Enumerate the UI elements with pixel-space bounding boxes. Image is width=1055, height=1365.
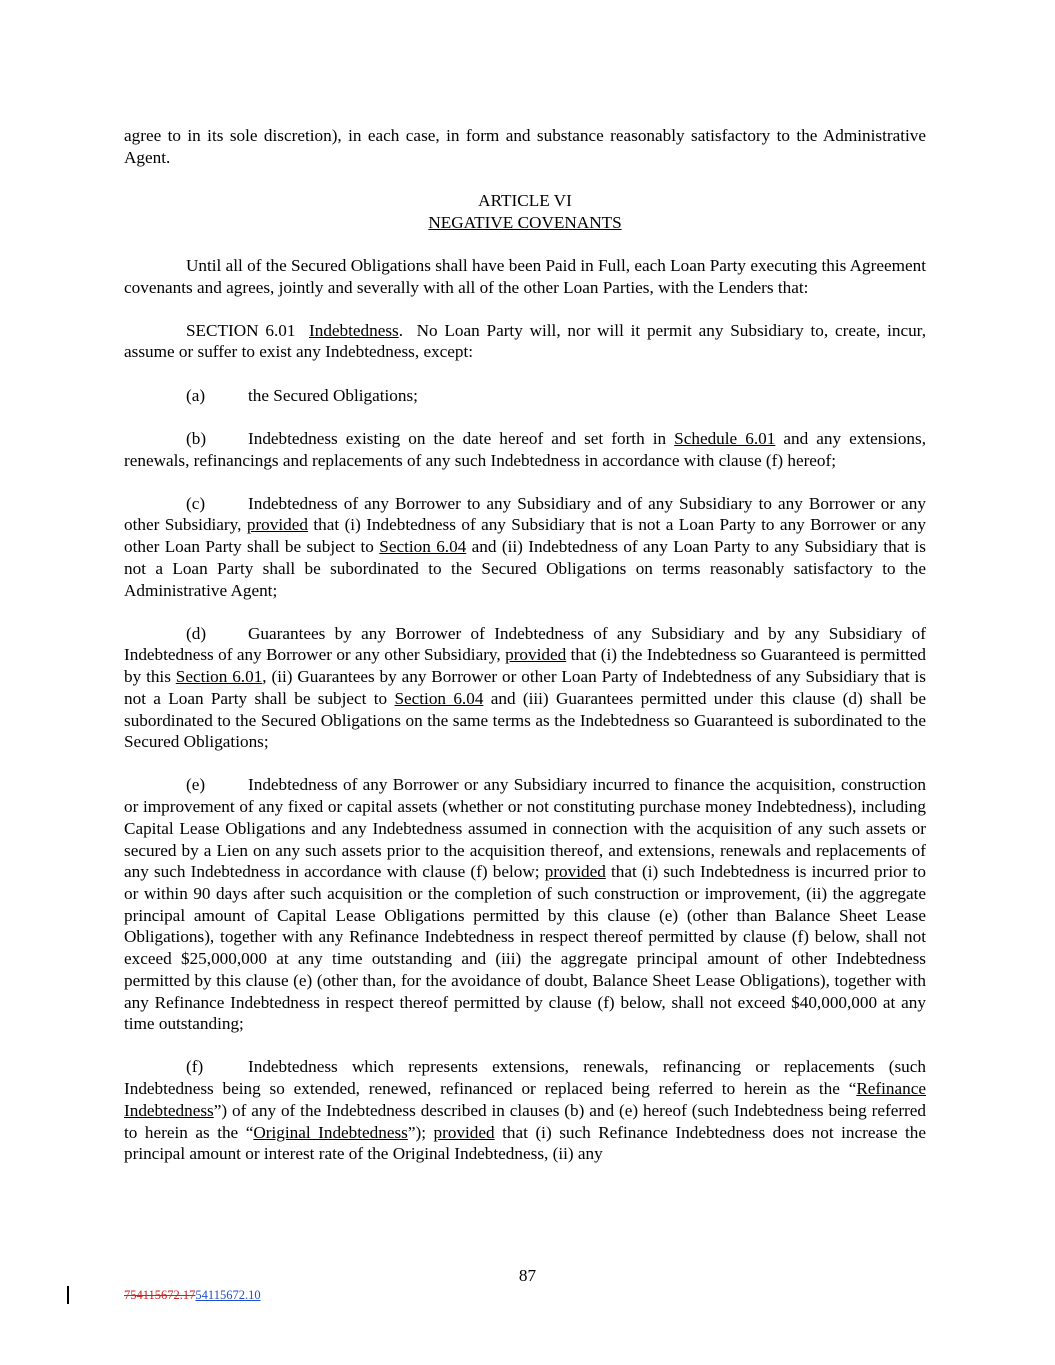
- refinance-indebtedness-term: Refinance Indebtedness: [124, 1079, 926, 1120]
- clause-f: (f) Indebtedness which represents extensions, renewals, refinancing or replacements (such Indebtedness being so extended, renewed, refinanced or replaced being referred to herein as the “Refinance Indebtedness”) of any of the Indebtedness described in clauses (b) and (e) hereof (such Indebtedness being referred to herein as the “Original Indebtedness”); provided that (i) such Refinance Indebtedness does not increase the principal amount or interest rate of the Original Indebtedness, (ii) any: [124, 1057, 926, 1164]
- clause-c: (c) Indebtedness of any Borrower to any Subsidiary and of any Subsidiary to any Borrower or any other Subsidiary, provided that (i) Indebtedness of any Subsidiary that is not a Loan Party to any Borrower or any other Loan Party shall be subject to Section 6.04 and (ii) Indebtedness of any Loan Party to any Subsidiary that is not a Loan Party shall be subordinated to the Secured Obligations on terms reasonably satisfactory to the Administrative Agent;: [124, 493, 926, 600]
- clause-a-label: (a): [186, 385, 206, 405]
- section-heading: Indebtedness: [309, 320, 399, 340]
- document-id-deleted: 754115672.17: [124, 1288, 196, 1302]
- section-6-01-reference: Section 6.01: [175, 667, 263, 687]
- intro-paragraph: agree to in its sole discretion), in each case, in form and substance reasonably satisfactory to the Administrative Agent.: [124, 126, 926, 167]
- article-number: ARTICLE VI: [478, 190, 572, 210]
- document-id-inserted: 54115672.10: [195, 1288, 261, 1302]
- clause-f-label: (f): [186, 1057, 204, 1077]
- clause-e: (e) Indebtedness of any Borrower or any Subsidiary incurred to finance the acquisition, construction or improvement of any fixed or capital assets (whether or not constituting purchase money Indebtedness), including Capital Lease Obligations and any Indebtedness assumed in connection with the acquisition of any such assets or secured by a Lien on any such assets prior to the acquisition thereof, and extensions, renewals and replacements of any such Indebtedness in accordance with clause (f) below; provided that (i) such Indebtedness is incurred prior to or within 90 days after such acquisition or the completion of such construction or improvement, (ii) the aggregate principal amount of Capital Lease Obligations permitted by this clause (e) (other than Balance Sheet Lease Obligations), together with any Refinance Indebtedness in respect thereof permitted by clause (f) below, shall not exceed $25,000,000 at any time outstanding and (iii) the aggregate principal amount of other Indebtedness permitted by this clause (e) (other than, for the avoidance of doubt, Balance Sheet Lease Obligations), together with any Refinance Indebtedness in respect thereof permitted by clause (f) below, shall not exceed $40,000,000 at any time outstanding;: [124, 775, 926, 1034]
- preamble-paragraph: Until all of the Secured Obligations shall have been Paid in Full, each Loan Party executing this Agreement covenants and agrees, jointly and severally with all of the other Loan Parties, with the Lenders that:: [124, 255, 926, 297]
- page-number: 87: [518, 1266, 537, 1285]
- section-6-04-reference: Section 6.04: [394, 688, 484, 708]
- clause-c-label: (c): [186, 493, 206, 513]
- clause-a: (a) the Secured Obligations;: [186, 385, 418, 405]
- document-id: [124, 1288, 261, 1303]
- section-label: SECTION 6.01: [186, 320, 296, 340]
- clause-b: (b) Indebtedness existing on the date hereof and set forth in Schedule 6.01 and any extensions, renewals, refinancings and replacements of any such Indebtedness in accordance with clause (f) hereof;: [124, 428, 927, 470]
- provided-term: provided: [246, 515, 308, 535]
- change-bar: [67, 1286, 69, 1304]
- document-page: [124, 125, 926, 1165]
- schedule-6-01-reference: Schedule 6.01: [674, 428, 776, 448]
- clause-d: (d) Guarantees by any Borrower of Indebtedness of any Subsidiary and by any Subsidiary of Indebtedness of any Borrower or any other Subsidiary, provided that (i) the Indebtedness so Guaranteed is permitted by this Section 6.01, (ii) Guarantees by any Borrower or other Loan Party of Indebtedness of any Subsidiary that is not a Loan Party shall be subject to Section 6.04 and (iii) Guarantees permitted under this clause (d) shall be subordinated to the Secured Obligations on the same terms as the Indebtedness so Guaranteed is subordinated to the Secured Obligations;: [124, 623, 926, 752]
- clause-e-label: (e): [186, 775, 206, 795]
- section-6-04-reference: Section 6.04: [379, 537, 467, 557]
- clause-b-label: (b): [186, 428, 207, 448]
- original-indebtedness-term: Original Indebtedness: [253, 1122, 408, 1142]
- provided-term: provided: [544, 862, 606, 882]
- section-6-01-paragraph: SECTION 6.01 Indebtedness. No Loan Party will, nor will it permit any Subsidiary to, create, incur, assume or suffer to exist any Indebtedness, except:: [124, 320, 926, 362]
- article-title: NEGATIVE COVENANTS: [428, 212, 622, 232]
- provided-term: provided: [433, 1122, 495, 1142]
- article-heading: [124, 190, 926, 233]
- clause-d-label: (d): [186, 623, 207, 643]
- provided-term: provided: [505, 645, 567, 665]
- section-text: No Loan Party will, nor will it permit any Subsidiary to, create, incur, assume or suffer to exist any Indebtedness, except:: [124, 320, 926, 362]
